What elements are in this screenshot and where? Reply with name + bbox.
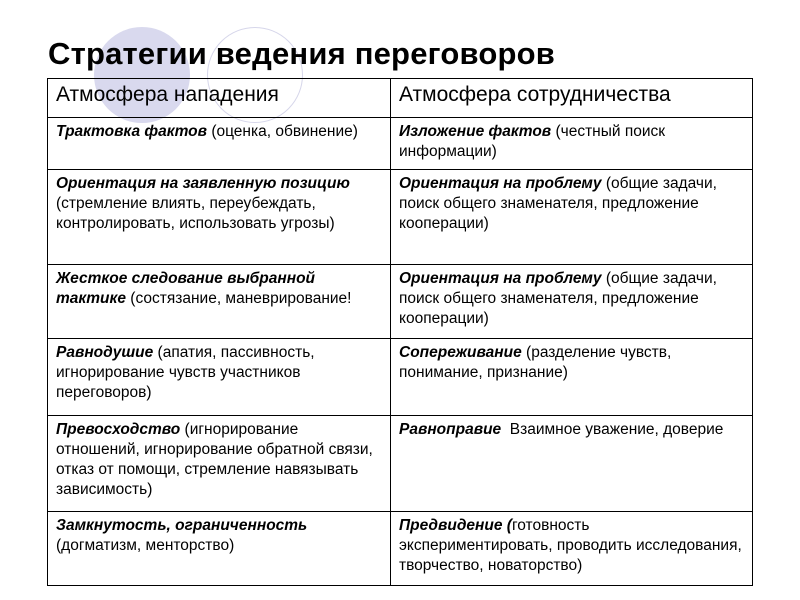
cell-lead: Изложение фактов	[399, 123, 552, 140]
cooperation-cell	[391, 512, 753, 586]
attack-cell	[48, 265, 391, 339]
cell-lead: Ориентация на проблему	[399, 270, 602, 287]
table-row	[48, 118, 753, 170]
cooperation-cell	[391, 118, 753, 170]
cooperation-cell	[391, 339, 753, 416]
cell-detail: (стремление влиять, переубеждать, контролировать, использовать угрозы)	[56, 175, 355, 232]
table-row	[48, 512, 753, 586]
cell-lead: Равноправие	[399, 421, 502, 438]
page-title: Стратегии ведения переговоров	[48, 36, 555, 71]
table-row	[48, 339, 753, 416]
cell-detail: (апатия, пассивность, игнорирование чувств участников переговоров)	[56, 344, 319, 401]
attack-cell	[48, 416, 391, 512]
cell-detail: готовность экспериментировать, проводить исследования, творчество, новаторство)	[399, 517, 747, 574]
cooperation-cell	[391, 265, 753, 339]
table-row	[48, 265, 753, 339]
cell-lead: Замкнутость, ограниченность	[56, 517, 308, 534]
cell-detail: (общие задачи, поиск общего знаменателя, предложение кооперации)	[399, 270, 722, 327]
cell-detail: (честный поиск информации)	[399, 123, 670, 160]
cooperation-cell	[391, 416, 753, 512]
cell-lead: Ориентация на заявленную позицию	[56, 175, 350, 192]
table-header-row	[48, 79, 753, 118]
attack-cell	[48, 339, 391, 416]
cell-lead: Ориентация на проблему	[399, 175, 602, 192]
header-cooperation: Атмосфера сотрудничества	[391, 79, 753, 118]
cell-lead: Превосходство	[56, 421, 181, 438]
cooperation-cell	[391, 170, 753, 265]
attack-cell	[48, 118, 391, 170]
cell-lead: Предвидение (	[399, 517, 512, 534]
header-attack: Атмосфера нападения	[48, 79, 391, 118]
table-row	[48, 170, 753, 265]
attack-cell	[48, 512, 391, 586]
attack-cell	[48, 170, 391, 265]
cell-detail: (разделение чувств, понимание, признание)	[399, 344, 676, 381]
cell-detail: Взаимное уважение, доверие	[501, 421, 724, 438]
cell-detail: (состязание, маневрирование!	[126, 290, 352, 307]
cell-lead: Равнодушие	[56, 344, 154, 361]
cell-detail: (общие задачи, поиск общего знаменателя, предложение кооперации)	[399, 175, 722, 232]
table-row	[48, 416, 753, 512]
strategies-table	[47, 78, 753, 586]
cell-detail: (оценка, обвинение)	[207, 123, 358, 140]
cell-lead: Сопереживание	[399, 344, 522, 361]
cell-lead: Трактовка фактов	[56, 123, 208, 140]
cell-detail: (игнорирование отношений, игнорирование обратной связи, отказ от помощи, стремление навязывать зависимость)	[56, 421, 378, 498]
cell-detail: (догматизм, менторство)	[56, 517, 312, 554]
cell-lead: Жесткое следование выбранной тактике	[56, 270, 316, 307]
